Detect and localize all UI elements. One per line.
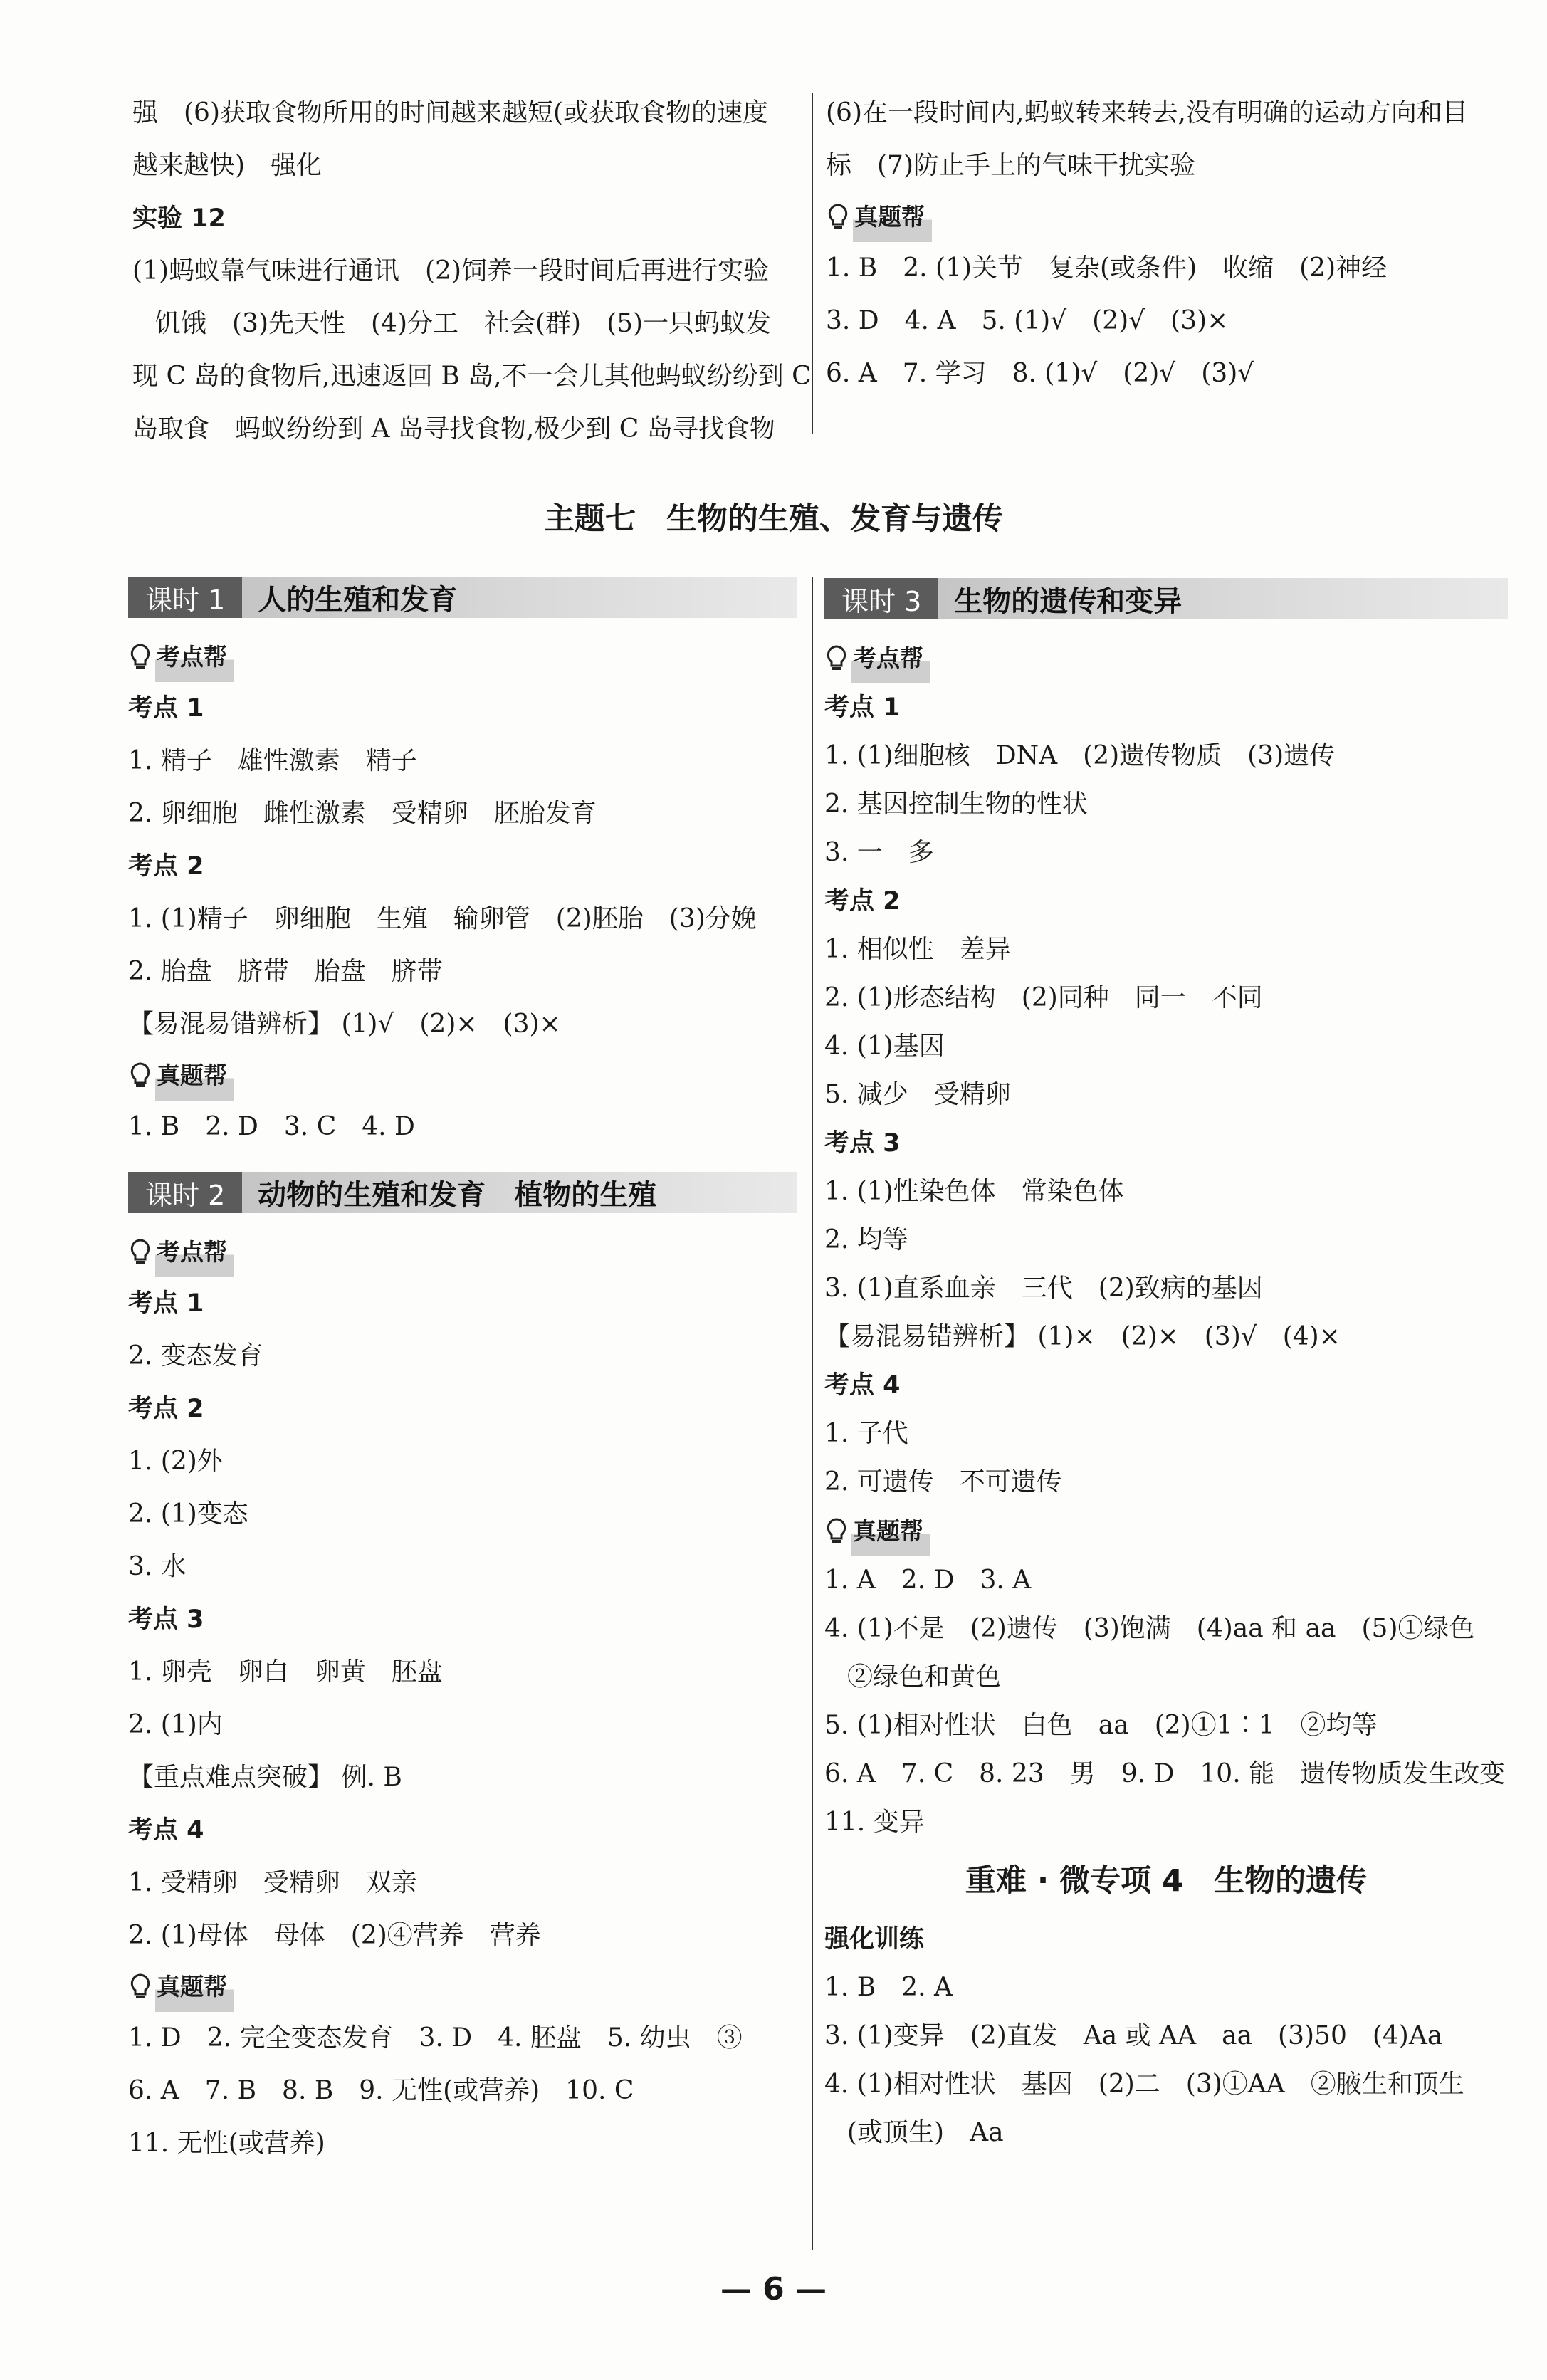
point-heading: 考点 1 bbox=[128, 694, 204, 723]
experiment-12-heading: 实验 12 bbox=[132, 204, 226, 233]
answer-line: 6. A 7. B 8. B 9. 无性(或营养) 10. C bbox=[128, 2076, 634, 2105]
lightbulb-icon bbox=[128, 1061, 152, 1090]
lightbulb-icon bbox=[128, 643, 152, 671]
lesson-3-header bbox=[824, 578, 1508, 619]
answer-line: 2. 卵细胞 雌性激素 受精卵 胚胎发育 bbox=[128, 799, 597, 828]
top-right-column bbox=[826, 87, 1509, 400]
answer-line: 3. (1)直系血亲 三代 (2)致病的基因 bbox=[824, 1274, 1263, 1303]
key-point-breakthrough: 【重点难点突破】 例. B bbox=[128, 1763, 402, 1792]
column-divider bbox=[812, 93, 813, 434]
lesson-tag: 课时 3 bbox=[824, 578, 938, 619]
answer-line: 2. (1)变态 bbox=[128, 1499, 248, 1529]
answer-line: ②绿色和黄色 bbox=[847, 1662, 1002, 1692]
text-line: (6)在一段时间内,蚂蚁转来转去,没有明确的运动方向和目 bbox=[826, 98, 1468, 127]
point-heading: 考点 4 bbox=[824, 1371, 901, 1400]
answer-line: 1. B 2. D 3. C 4. D bbox=[128, 1112, 415, 1141]
answer-line: 5. 减少 受精卵 bbox=[824, 1080, 1011, 1109]
answer-line: 1. 精子 雄性激素 精子 bbox=[128, 746, 417, 775]
answer-line: 1. B 2. (1)关节 复杂(或条件) 收缩 (2)神经 bbox=[826, 253, 1388, 283]
answer-line: 6. A 7. 学习 8. (1)√ (2)√ (3)√ bbox=[826, 359, 1254, 388]
confusion-analysis: 【易混易错辨析】 (1)× (2)× (3)√ (4)× bbox=[824, 1322, 1341, 1351]
answer-line: 2. 可遗传 不可遗传 bbox=[824, 1467, 1062, 1496]
lesson-title: 人的生殖和发育 bbox=[258, 583, 458, 617]
right-main-column bbox=[824, 571, 1508, 2157]
answer-line: 1. 受精卵 受精卵 双亲 bbox=[128, 1868, 417, 1897]
answer-line: 1. B 2. A bbox=[824, 1973, 953, 2002]
answer-line: 1. (1)精子 卵细胞 生殖 输卵管 (2)胚胎 (3)分娩 bbox=[128, 904, 757, 933]
answer-line: 2. 基因控制生物的性状 bbox=[824, 790, 1088, 819]
answer-line: 1. 子代 bbox=[824, 1419, 908, 1448]
answer-line: 4. (1)不是 (2)遗传 (3)饱满 (4)aa 和 aa (5)①绿色 bbox=[824, 1614, 1475, 1643]
training-heading: 强化训练 bbox=[824, 1925, 925, 1954]
answer-line: 2. 均等 bbox=[824, 1225, 908, 1254]
point-heading: 考点 3 bbox=[824, 1129, 901, 1158]
lesson-title: 生物的遗传和变异 bbox=[954, 584, 1182, 618]
answer-line: 2. (1)内 bbox=[128, 1710, 223, 1739]
point-helper-label: 考点帮 bbox=[824, 634, 1508, 683]
text-line: 越来越快) 强化 bbox=[132, 151, 322, 180]
answer-line: 11. 变异 bbox=[824, 1808, 925, 1837]
text-line: 强 (6)获取食物所用的时间越来越短(或获取食物的速度 bbox=[132, 98, 769, 127]
answer-line: 1. (1)细胞核 DNA (2)遗传物质 (3)遗传 bbox=[824, 741, 1336, 770]
answer-line: 1. 相似性 差异 bbox=[824, 935, 1011, 964]
answer-line: (或顶生) Aa bbox=[847, 2118, 1004, 2147]
answer-line: 1. (1)性染色体 常染色体 bbox=[824, 1177, 1124, 1206]
answer-line: 3. 水 bbox=[128, 1552, 187, 1581]
lightbulb-icon bbox=[826, 203, 850, 231]
text-line: 岛取食 蚂蚁纷纷到 A 岛寻找食物,极少到 C 岛寻找食物 bbox=[132, 414, 775, 444]
answer-line: 2. 变态发育 bbox=[128, 1341, 263, 1370]
lesson-title: 动物的生殖和发育 植物的生殖 bbox=[258, 1178, 657, 1212]
answer-line: 11. 无性(或营养) bbox=[128, 2129, 325, 2158]
answer-line: 1. A 2. D 3. A bbox=[824, 1566, 1032, 1595]
exam-helper-label: 真题帮 bbox=[826, 192, 1509, 242]
lesson-tag: 课时 2 bbox=[128, 1172, 242, 1213]
answer-line: 1. 卵壳 卵白 卵黄 胚盘 bbox=[128, 1657, 443, 1687]
page-number: — 6 — bbox=[720, 2271, 827, 2307]
theme-title: 主题七 生物的生殖、发育与遗传 bbox=[544, 501, 1003, 537]
special-topic-title: 重难 · 微专项 4 生物的遗传 bbox=[965, 1863, 1368, 1899]
column-divider bbox=[812, 577, 813, 2250]
answer-line: 1. (2)外 bbox=[128, 1447, 223, 1476]
answer-line: 5. (1)相对性状 白色 aa (2)①1∶1 ②均等 bbox=[824, 1711, 1378, 1740]
text-line: (1)蚂蚁靠气味进行通讯 (2)饲养一段时间后再进行实验 bbox=[132, 256, 769, 285]
lightbulb-icon bbox=[824, 1517, 849, 1546]
answer-line: 4. (1)基因 bbox=[824, 1032, 945, 1061]
point-heading: 考点 3 bbox=[128, 1605, 204, 1634]
text-line: 饥饿 (3)先天性 (4)分工 社会(群) (5)一只蚂蚁发 bbox=[155, 309, 772, 338]
answer-line: 2. (1)母体 母体 (2)④营养 营养 bbox=[128, 1921, 541, 1950]
answer-line: 2. (1)形态结构 (2)同种 同一 不同 bbox=[824, 983, 1263, 1012]
answer-line: 2. 胎盘 脐带 胎盘 脐带 bbox=[128, 957, 443, 986]
top-left-column bbox=[132, 87, 812, 456]
lesson-1-header bbox=[128, 577, 797, 618]
point-heading: 考点 2 bbox=[128, 1395, 204, 1423]
point-helper-label: 考点帮 bbox=[128, 632, 797, 682]
answer-line: 6. A 7. C 8. 23 男 9. D 10. 能 遗传物质发生改变 bbox=[824, 1759, 1506, 1788]
point-helper-label: 考点帮 bbox=[128, 1227, 797, 1277]
answer-line: 3. 一 多 bbox=[824, 838, 934, 867]
point-heading: 考点 2 bbox=[824, 887, 901, 916]
point-heading: 考点 1 bbox=[128, 1289, 204, 1318]
exam-helper-label: 真题帮 bbox=[824, 1506, 1508, 1556]
lesson-tag: 课时 1 bbox=[128, 577, 242, 618]
answer-line: 1. D 2. 完全变态发育 3. D 4. 胚盘 5. 幼虫 ③ bbox=[128, 2023, 743, 2053]
lesson-2-header bbox=[128, 1172, 797, 1213]
left-main-column bbox=[128, 570, 797, 2170]
answer-line: 4. (1)相对性状 基因 (2)二 (3)①AA ②腋生和顶生 bbox=[824, 2070, 1464, 2099]
lightbulb-icon bbox=[128, 1973, 152, 2001]
answer-line: 3. D 4. A 5. (1)√ (2)√ (3)× bbox=[826, 306, 1229, 335]
text-line: 现 C 岛的食物后,迅速返回 B 岛,不一会儿其他蚂蚁纷纷到 C bbox=[132, 362, 812, 391]
answer-line: 3. (1)变异 (2)直发 Aa 或 AA aa (3)50 (4)Aa bbox=[824, 2021, 1443, 2050]
exam-helper-label: 真题帮 bbox=[128, 1962, 797, 2012]
confusion-analysis: 【易混易错辨析】 (1)√ (2)× (3)× bbox=[128, 1010, 561, 1039]
exam-helper-label: 真题帮 bbox=[128, 1051, 797, 1101]
point-heading: 考点 4 bbox=[128, 1816, 204, 1845]
lightbulb-icon bbox=[824, 644, 849, 673]
point-heading: 考点 1 bbox=[824, 693, 901, 722]
point-heading: 考点 2 bbox=[128, 852, 204, 881]
text-line: 标 (7)防止手上的气味干扰实验 bbox=[826, 151, 1195, 180]
lightbulb-icon bbox=[128, 1238, 152, 1267]
